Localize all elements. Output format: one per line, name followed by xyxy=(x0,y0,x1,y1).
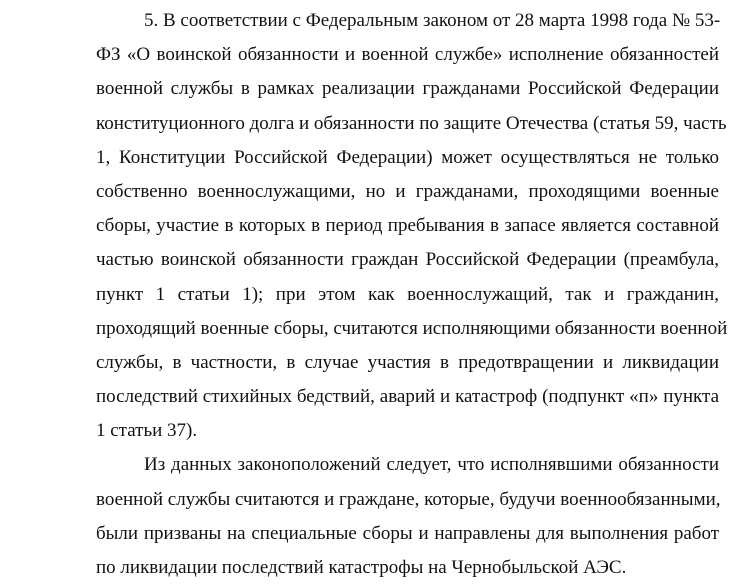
text-line: военной службы в рамках реализации гражданами Российской Федерации xyxy=(96,78,719,100)
text-line: частью воинской обязанности граждан Российской Федерации (преамбула, xyxy=(96,249,719,271)
text-line: 1, Конституции Российской Федерации) может осуществляться не только xyxy=(96,146,719,168)
text-line: ФЗ «О воинской обязанности и военной службе» исполнение обязанностей xyxy=(96,44,719,66)
document-text xyxy=(96,4,728,585)
text-line: проходящий военные сборы, считаются исполняющими обязанности военной xyxy=(96,317,728,339)
text-line: пункт 1 статьи 1); при этом как военнослужащий, так и гражданин, xyxy=(96,283,719,305)
paragraph-1 xyxy=(96,4,728,448)
text-line: конституционного долга и обязанности по защите Отечества (статья 59, часть xyxy=(96,112,727,134)
text-line: военной службы считаются и граждане, которые, будучи военнообязанными, xyxy=(96,488,721,510)
text-line: последствий стихийных бедствий, аварий и катастроф (подпункт «п» пункта xyxy=(96,386,719,408)
text-line: были призваны на специальные сборы и направлены для выполнения работ xyxy=(96,522,719,544)
text-line: сборы, участие в которых в период пребывания в запасе является составной xyxy=(96,215,719,237)
text-line: службы, в частности, в случае участия в предотвращении и ликвидации xyxy=(96,351,719,373)
paragraph-2 xyxy=(96,448,719,585)
text-line: 1 статьи 37). xyxy=(96,420,198,442)
text-line: Из данных законоположений следует, что исполнявшими обязанности xyxy=(144,454,719,476)
text-line: собственно военнослужащими, но и гражданами, проходящими военные xyxy=(96,180,719,202)
text-line: 5. В соответствии с Федеральным законом от 28 марта 1998 года № 53- xyxy=(144,10,721,31)
text-line: по ликвидации последствий катастрофы на Чернобыльской АЭС. xyxy=(96,557,627,578)
